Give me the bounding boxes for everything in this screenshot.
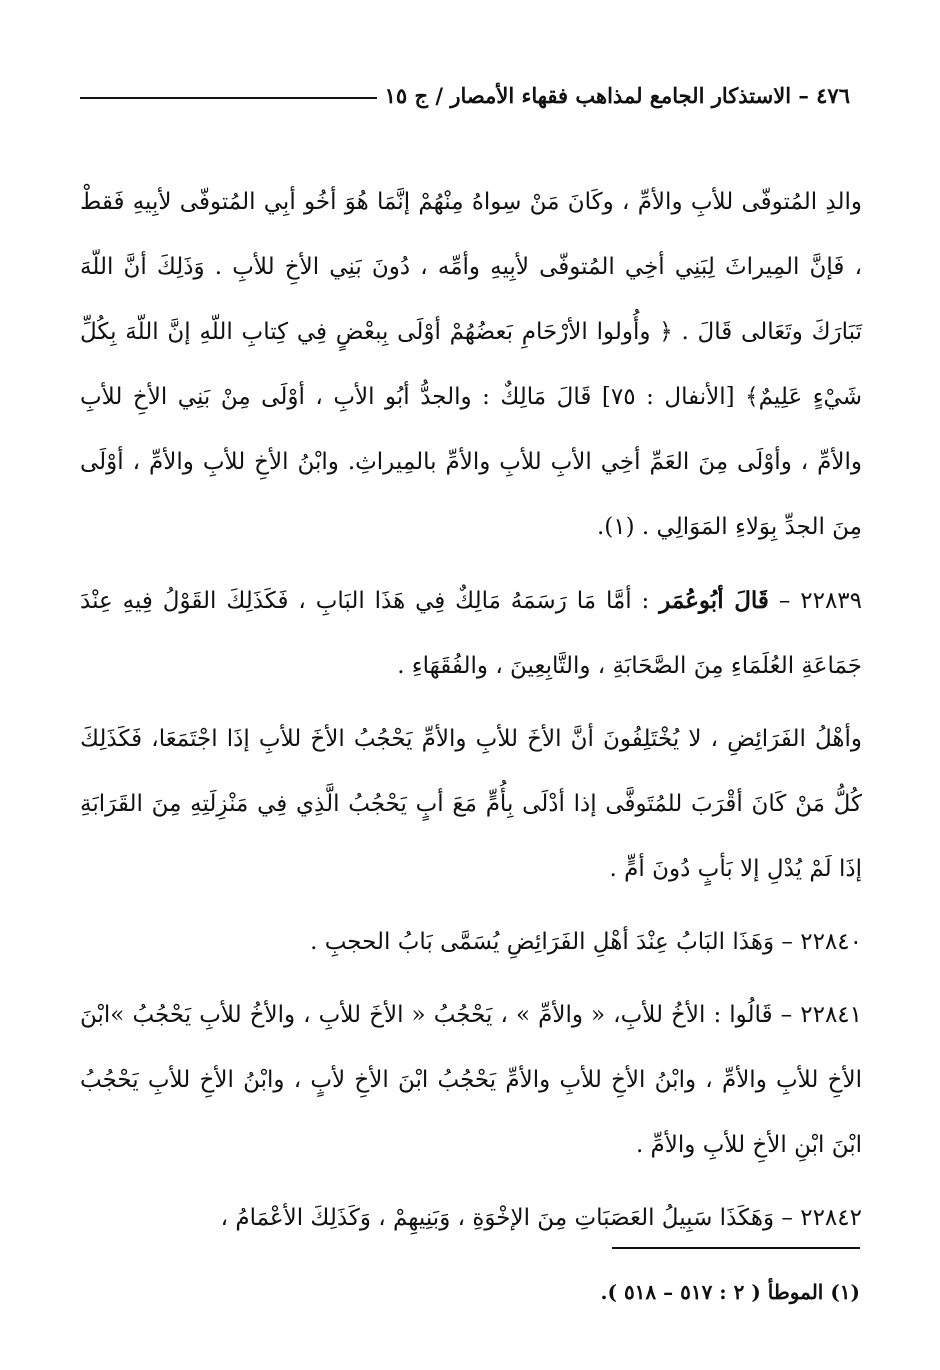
number-dash: –: [772, 1002, 793, 1028]
paragraph-text: قَالُوا : الأخُ للأبِ، « والأمِّ » ، يَحْجُبُ « الأخَ للأبِ ، والأخُ للأبِ يَحْجُبُ »ابْنَ الأخِ للأبِ والأمِّ ، وابْنُ الأخِ للأبِ والأمِّ يَحْجُبُ ابْنَ الأخِ لأبٍ ، وابْنُ الأخِ للأبِ يَحْجُبُ ابْنَ ابْنِ الأخِ للأبِ والأمِّ .: [80, 1002, 862, 1158]
paragraph-text: وَهَكَذَا سَبِيلُ العَصَبَاتِ مِنَ الإخْوَةِ ، وَبَنِيهِمْ ، وَكَذَلِكَ الأعْمَامُ ،: [220, 1205, 775, 1231]
paragraph-number: ٢٢٨٤٠: [800, 929, 862, 955]
running-header: [80, 78, 850, 112]
paragraph-continuation: [80, 170, 862, 560]
paragraph-22840: [80, 910, 862, 975]
paragraph-number: ٢٢٨٤١: [800, 1002, 863, 1028]
paragraph-number: ٢٢٨٣٩: [800, 588, 863, 614]
footnote: (١) الموطأ ( ٢ : ٥١٧ – ٥١٨ ).: [600, 1280, 860, 1304]
paragraph-22841: [80, 983, 862, 1178]
paragraph-22839: [80, 568, 862, 699]
main-text: [80, 170, 862, 1259]
paragraph-22842: [80, 1186, 862, 1251]
paragraph-lead: قَالَ أبُوعُمَر: [659, 587, 769, 614]
footnote-rule: [612, 1247, 860, 1249]
running-title: ٤٧٦ – الاستذكار الجامع لمذاهب فقهاء الأمصار / ج ١٥: [384, 82, 850, 108]
paragraph-text: وَهَذَا البَابُ عِنْدَ أهْلِ الفَرَائِضِ يُسَمَّى بَابُ الحجبِ .: [310, 929, 775, 955]
number-dash: –: [774, 929, 793, 955]
paragraph-text: وأهْلُ الفَرَائِضِ ، لا يُخْتَلِفُونَ أنَّ الأخَ للأبِ والأمِّ يَحْجُبُ الأخَ للأبِ إذَا اجْتَمَعَا، فَكَذَلِكَ كُلُّ مَنْ كَانَ أقْرَبَ للمُتَوفَّى إذا أدْلَى بِأُمٍّ مَعَ أبٍ يَحْجُبُ الَّذِي فِي مَنْزِلَتِهِ مِنَ القَرَابَةِ إذَا لَمْ يُدْلِ إلا بَأبٍ دُونَ أمٍّ .: [80, 726, 862, 882]
paragraph-number: ٢٢٨٤٢: [800, 1205, 862, 1231]
paragraph-unnumbered: [80, 707, 862, 902]
paragraph-text: : أمَّا مَا رَسَمَهُ مَالِكٌ فِي هَذَا البَابِ ، فَكَذَلِكَ القَوْلُ فِيهِ عِنْدَ جَمَاعَةِ العُلَمَاءِ مِنَ الصَّحَابَةِ ، والتَّابِعِينَ ، والفُقَهَاءِ .: [80, 588, 862, 679]
number-dash: –: [768, 588, 791, 614]
paragraph-text: والدِ المُتوفّى للأبِ والأمِّ ، وكَانَ مَنْ سِواهُ مِنْهُمْ إنَّمَا هُوَ أخُو أبِي المُتوفّى لأبِيهِ فَقطْ ، فَإنَّ المِيراثَ لِبَنِي أخِي المُتوفّى لأبِيهِ وأمِّه ، دُونَ بَنِي الأخِ للأبِ . وَذَلِكَ أنَّ اللّهَ تَبَارَكَ وتَعَالى قَالَ . ﴿ وأُولوا الأرْحَامِ بَعضُهُمْ أوْلَى بِبعْضٍ فِي كِتابِ اللّهِ إنَّ اللّهَ بِكُلِّ شَيْءٍ عَلِيمٌ﴾ [الأنفال : ٧٥] قَالَ مَالِكٌ : والجدُّ أبُو الأبِ ، أوْلَى مِنْ بَنِي الأخِ للأبِ والأمِّ ، وأوْلَى مِنَ العَمِّ أخِي الأبِ للأبِ والأمِّ بالمِيراثِ. وابْنُ الأخِ للأبِ والأمِّ ، أوْلَى مِنَ الجدِّ بِوَلاءِ المَوَالِي . (١).: [80, 189, 862, 540]
number-dash: –: [774, 1205, 793, 1231]
header-rule: [80, 97, 377, 99]
